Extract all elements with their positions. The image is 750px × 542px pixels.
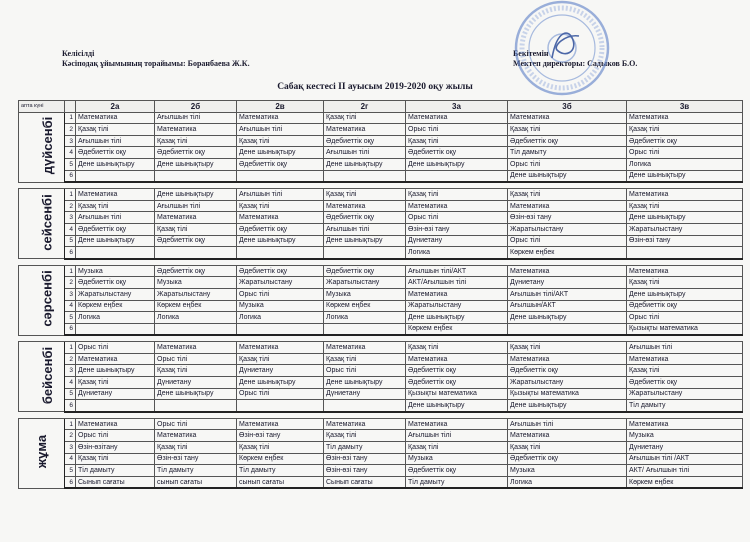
lesson-number: 1 — [65, 342, 76, 354]
lesson-cell: Дене шынықтыру — [508, 170, 627, 182]
lesson-cell: Математика — [155, 430, 237, 442]
lesson-cell: Математика — [76, 189, 155, 201]
lesson-cell: Тіл дамыту — [76, 465, 155, 477]
lesson-cell: Қазақ тілі — [627, 124, 743, 136]
lesson-cell: Әдебиеттік оқу — [237, 158, 324, 170]
lesson-cell: Қазақ тілі — [76, 377, 155, 389]
lesson-row — [19, 430, 743, 442]
lesson-cell: сынып сағаты — [155, 476, 237, 488]
col-header-2v: 2в — [237, 101, 324, 113]
lesson-cell: Математика — [324, 200, 406, 212]
lesson-cell: Әдебиеттік оқу — [324, 212, 406, 224]
lesson-cell: Ағылшын тілі — [76, 212, 155, 224]
lesson-cell: Қазақ тілі — [76, 453, 155, 465]
lesson-cell: Музыка — [324, 288, 406, 300]
lesson-cell — [324, 247, 406, 259]
lesson-number: 6 — [65, 247, 76, 259]
lesson-cell: Қазақ тілі — [155, 442, 237, 454]
lesson-cell: Қазақ тілі — [237, 135, 324, 147]
lesson-cell: Математика — [406, 112, 508, 124]
lesson-cell: Көркем еңбек — [406, 323, 508, 335]
day-name: сейсенбі — [39, 193, 55, 251]
lesson-cell: Жаратылыстану — [406, 300, 508, 312]
lesson-cell: Жаратылыстану — [627, 388, 743, 400]
lesson-number: 4 — [65, 300, 76, 312]
lesson-cell: Математика — [627, 418, 743, 430]
lesson-cell: Математика — [508, 430, 627, 442]
lesson-cell: Логика — [324, 312, 406, 324]
lesson-cell: Логика — [508, 476, 627, 488]
lesson-cell: Математика — [508, 112, 627, 124]
col-header-2g: 2г — [324, 101, 406, 113]
lesson-cell: Жаратылыстану — [237, 277, 324, 289]
lesson-cell: Әдебиеттік оқу — [627, 135, 743, 147]
lesson-row — [19, 400, 743, 412]
lesson-cell: Орыс тілі — [155, 353, 237, 365]
lesson-cell: Логика — [406, 247, 508, 259]
lesson-cell: Тіл дамыту — [324, 442, 406, 454]
lesson-number: 6 — [65, 170, 76, 182]
lesson-number: 3 — [65, 212, 76, 224]
col-header-2a: 2а — [76, 101, 155, 113]
lesson-row — [19, 288, 743, 300]
lesson-cell: Қызықты математика — [627, 323, 743, 335]
lesson-cell: Дене шынықтыру — [76, 365, 155, 377]
lesson-cell: Дене шынықтыру — [406, 312, 508, 324]
lesson-cell — [508, 323, 627, 335]
lesson-cell: Қазақ тілі — [406, 189, 508, 201]
lesson-cell — [76, 247, 155, 259]
lesson-row — [19, 277, 743, 289]
lesson-cell: Жаратылыстану — [324, 277, 406, 289]
lesson-cell: Әдебиеттік оқу — [627, 377, 743, 389]
lesson-row — [19, 465, 743, 477]
lesson-number: 1 — [65, 112, 76, 124]
lesson-cell: Дене шынықтыру — [237, 235, 324, 247]
lesson-cell: Орыс тілі — [237, 388, 324, 400]
lesson-row — [19, 476, 743, 488]
lesson-cell: Орыс тілі — [76, 430, 155, 442]
lesson-cell: Математика — [237, 342, 324, 354]
lesson-cell: Көркем еңбек — [324, 300, 406, 312]
lesson-cell: Қазақ тілі — [155, 365, 237, 377]
lesson-cell: Қазақ тілі — [627, 277, 743, 289]
lesson-cell: Орыс тілі — [508, 158, 627, 170]
lesson-cell — [324, 170, 406, 182]
day-name-cell — [19, 265, 65, 335]
lesson-cell: Математика — [324, 418, 406, 430]
lesson-cell: Дүниетану — [155, 377, 237, 389]
lesson-row — [19, 353, 743, 365]
lesson-cell: Ағылшын тілі/АКТ — [508, 288, 627, 300]
lesson-cell: Дене шынықтыру — [627, 170, 743, 182]
lesson-cell: Дүниетану — [76, 388, 155, 400]
lesson-cell: Музыка — [237, 300, 324, 312]
lesson-cell: Әдебиеттік оқу — [324, 265, 406, 277]
lesson-number: 6 — [65, 400, 76, 412]
lesson-cell: Тіл дамыту — [155, 465, 237, 477]
lesson-row — [19, 388, 743, 400]
lesson-cell: Тіл дамыту — [237, 465, 324, 477]
lesson-cell: Орыс тілі — [406, 124, 508, 136]
lesson-row — [19, 365, 743, 377]
col-header-3v: 3в — [627, 101, 743, 113]
lesson-cell: Әдебиеттік оқу — [627, 300, 743, 312]
lesson-cell: Өзін-өзітану — [76, 442, 155, 454]
schedule-table — [18, 100, 743, 489]
lesson-cell: Математика — [508, 200, 627, 212]
lesson-cell: Математика — [237, 112, 324, 124]
lesson-cell: Музыка — [508, 465, 627, 477]
lesson-cell: АКТ/ Ағылшын тілі — [627, 465, 743, 477]
lesson-number: 1 — [65, 265, 76, 277]
lesson-number: 2 — [65, 124, 76, 136]
header-row — [19, 101, 743, 113]
lesson-cell: Дене шынықтыру — [627, 212, 743, 224]
lesson-cell: Әдебиеттік оқу — [324, 135, 406, 147]
col-header-day: апта күні — [19, 101, 65, 113]
lesson-cell — [237, 400, 324, 412]
lesson-cell: Қазақ тілі — [237, 353, 324, 365]
lesson-cell: сынып сағаты — [237, 476, 324, 488]
lesson-cell: Математика — [406, 200, 508, 212]
lesson-cell: Әдебиеттік оқу — [406, 377, 508, 389]
lesson-cell: Математика — [324, 124, 406, 136]
lesson-number: 4 — [65, 223, 76, 235]
lesson-cell: Дүниетану — [324, 388, 406, 400]
lesson-cell: Ағылшын/АКТ — [508, 300, 627, 312]
lesson-row — [19, 189, 743, 201]
lesson-row — [19, 342, 743, 354]
lesson-cell: Дене шынықтыру — [324, 377, 406, 389]
lesson-cell — [155, 170, 237, 182]
lesson-cell: Математика — [155, 212, 237, 224]
lesson-cell: Ағылшын тілі — [155, 112, 237, 124]
lesson-cell: Әдебиеттік оқу — [155, 235, 237, 247]
lesson-cell: Математика — [406, 288, 508, 300]
approval-left — [62, 49, 250, 69]
lesson-cell — [76, 400, 155, 412]
lesson-cell: Логика — [237, 312, 324, 324]
lesson-cell: Математика — [155, 342, 237, 354]
lesson-cell: Орыс тілі — [324, 365, 406, 377]
lesson-cell: Ағылшын тілі — [237, 189, 324, 201]
lesson-cell: Дене шынықтыру — [237, 377, 324, 389]
lesson-cell: Жаратылыстану — [155, 288, 237, 300]
lesson-cell — [76, 323, 155, 335]
lesson-cell: Дене шынықтыру — [155, 388, 237, 400]
lesson-cell: Математика — [508, 265, 627, 277]
lesson-cell: Әдебиеттік оқу — [237, 265, 324, 277]
lesson-cell: Әдебиеттік оқу — [508, 365, 627, 377]
lesson-number: 5 — [65, 388, 76, 400]
lesson-row — [19, 170, 743, 182]
lesson-number: 5 — [65, 235, 76, 247]
lesson-row — [19, 112, 743, 124]
lesson-cell: Қазақ тілі — [324, 430, 406, 442]
lesson-number: 2 — [65, 200, 76, 212]
lesson-number: 3 — [65, 135, 76, 147]
lesson-cell: Математика — [237, 212, 324, 224]
lesson-row — [19, 312, 743, 324]
lesson-cell — [155, 323, 237, 335]
lesson-cell: Қазақ тілі — [508, 189, 627, 201]
lesson-row — [19, 200, 743, 212]
lesson-cell: Әдебиеттік оқу — [406, 465, 508, 477]
lesson-cell: Қызықты математика — [508, 388, 627, 400]
lesson-cell: Сынып сағаты — [324, 476, 406, 488]
lesson-number: 5 — [65, 465, 76, 477]
lesson-cell: Музыка — [76, 265, 155, 277]
lesson-cell: Әдебиеттік оқу — [508, 453, 627, 465]
lesson-row — [19, 453, 743, 465]
lesson-cell: Ағылшын тілі /АКТ — [627, 453, 743, 465]
schedule-body — [19, 112, 743, 488]
lesson-cell: Дүниетану — [508, 277, 627, 289]
lesson-cell: Өзін-өзі тану — [324, 465, 406, 477]
lesson-cell: Дене шынықтыру — [627, 288, 743, 300]
day-name-cell — [19, 418, 65, 488]
lesson-number: 3 — [65, 365, 76, 377]
lesson-number: 4 — [65, 377, 76, 389]
lesson-number: 1 — [65, 418, 76, 430]
col-header-num — [65, 101, 76, 113]
approve-label: Бекітемін — [513, 49, 549, 58]
lesson-cell — [155, 400, 237, 412]
lesson-cell: Әдебиеттік оқу — [406, 147, 508, 159]
lesson-cell: Өзін-өзі тану — [508, 212, 627, 224]
lesson-cell: Дене шынықтыру — [406, 400, 508, 412]
lesson-cell: Дене шынықтыру — [324, 158, 406, 170]
lesson-cell: Дене шынықтыру — [76, 235, 155, 247]
lesson-cell: Көркем еңбек — [508, 247, 627, 259]
lesson-cell: Қазақ тілі — [508, 124, 627, 136]
lesson-cell: Әдебиеттік оқу — [508, 135, 627, 147]
lesson-number: 5 — [65, 312, 76, 324]
lesson-cell: Өзін-өзі тану — [237, 430, 324, 442]
lesson-cell: Ағылшын тілі — [237, 124, 324, 136]
lesson-cell — [76, 170, 155, 182]
lesson-number: 6 — [65, 323, 76, 335]
lesson-cell — [406, 170, 508, 182]
lesson-cell: Математика — [406, 353, 508, 365]
lesson-cell: Әдебиеттік оқу — [76, 277, 155, 289]
lesson-cell: Орыс тілі — [627, 147, 743, 159]
lesson-number: 2 — [65, 353, 76, 365]
lesson-cell: Ағылшын тілі — [627, 342, 743, 354]
lesson-cell: Өзін-өзі тану — [406, 223, 508, 235]
lesson-cell: Қазақ тілі — [508, 442, 627, 454]
lesson-cell: АКТ/Ағылшын тілі — [406, 277, 508, 289]
lesson-cell: Логика — [76, 312, 155, 324]
lesson-number: 6 — [65, 476, 76, 488]
lesson-cell: Әдебиеттік оқу — [155, 265, 237, 277]
lesson-cell: Орыс тілі — [237, 288, 324, 300]
day-name: жұма — [34, 435, 49, 469]
lesson-cell: Жаратылыстану — [508, 377, 627, 389]
lesson-cell: Жаратылыстану — [627, 223, 743, 235]
lesson-cell: Ағылшын тілі — [324, 223, 406, 235]
lesson-cell: Ағылшын тілі — [324, 147, 406, 159]
lesson-cell: Математика — [76, 353, 155, 365]
lesson-cell: Сынып сағаты — [76, 476, 155, 488]
lesson-row — [19, 158, 743, 170]
lesson-cell — [237, 323, 324, 335]
lesson-cell: Логика — [155, 312, 237, 324]
lesson-cell: Математика — [155, 124, 237, 136]
col-header-3a: 3а — [406, 101, 508, 113]
lesson-number: 4 — [65, 453, 76, 465]
agreed-label: Келісілді — [62, 49, 95, 58]
lesson-cell: Ағылшын тілі — [76, 135, 155, 147]
day-name-cell — [19, 189, 65, 259]
lesson-row — [19, 442, 743, 454]
lesson-cell: Математика — [237, 418, 324, 430]
lesson-cell — [324, 323, 406, 335]
lesson-cell: Әдебиеттік оқу — [237, 223, 324, 235]
lesson-cell: Өзін-өзі тану — [155, 453, 237, 465]
lesson-cell: Өзін-өзі тану — [324, 453, 406, 465]
lesson-number: 2 — [65, 277, 76, 289]
lesson-number: 2 — [65, 430, 76, 442]
col-header-2b: 2б — [155, 101, 237, 113]
lesson-number: 3 — [65, 288, 76, 300]
lesson-cell: Тіл дамыту — [508, 147, 627, 159]
day-name: дүйсенбі — [40, 116, 56, 175]
lesson-cell: Қазақ тілі — [155, 135, 237, 147]
lesson-cell: Музыка — [627, 430, 743, 442]
lesson-cell: Әдебиеттік оқу — [406, 365, 508, 377]
lesson-cell: Дене шынықтыру — [508, 400, 627, 412]
lesson-cell: Тіл дамыту — [406, 476, 508, 488]
lesson-cell: Дене шынықтыру — [155, 158, 237, 170]
lesson-cell: Қазақ тілі — [324, 112, 406, 124]
lesson-cell: Дүниетану — [406, 235, 508, 247]
lesson-cell: Дене шынықтыру — [237, 147, 324, 159]
lesson-cell: Қазақ тілі — [406, 342, 508, 354]
lesson-cell: Математика — [627, 353, 743, 365]
day-name: бейсенбі — [40, 346, 56, 404]
lesson-cell: Әдебиеттік оқу — [155, 147, 237, 159]
lesson-cell: Көркем еңбек — [76, 300, 155, 312]
lesson-cell: Дүниетану — [627, 442, 743, 454]
lesson-cell: Ағылшын тілі — [155, 200, 237, 212]
lesson-number: 5 — [65, 158, 76, 170]
lesson-cell: Орыс тілі — [508, 235, 627, 247]
lesson-cell: Математика — [627, 112, 743, 124]
lesson-cell: Қазақ тілі — [627, 365, 743, 377]
document-title: Сабақ кестесі ІІ ауысым 2019-2020 оқу жылы — [277, 82, 473, 92]
lesson-number: 1 — [65, 189, 76, 201]
lesson-cell: Қазақ тілі — [76, 124, 155, 136]
lesson-cell: Қазақ тілі — [237, 200, 324, 212]
lesson-cell — [155, 247, 237, 259]
lesson-cell: Ағылшын тілі — [406, 430, 508, 442]
lesson-cell: Математика — [324, 342, 406, 354]
lesson-cell: Математика — [406, 418, 508, 430]
lesson-cell: Қазақ тілі — [237, 442, 324, 454]
lesson-cell: Қазақ тілі — [508, 342, 627, 354]
col-header-3b: 3б — [508, 101, 627, 113]
lesson-cell — [237, 170, 324, 182]
lesson-cell: Орыс тілі — [155, 418, 237, 430]
lesson-row — [19, 323, 743, 335]
lesson-cell: Математика — [508, 353, 627, 365]
lesson-cell — [324, 400, 406, 412]
lesson-cell: Дене шынықтыру — [508, 312, 627, 324]
lesson-row — [19, 223, 743, 235]
lesson-row — [19, 124, 743, 136]
lesson-cell: Қызықты математика — [406, 388, 508, 400]
lesson-cell: Көркем еңбек — [627, 476, 743, 488]
lesson-row — [19, 212, 743, 224]
lesson-cell: Жаратылыстану — [76, 288, 155, 300]
lesson-row — [19, 300, 743, 312]
lesson-cell: Әдебиеттік оқу — [76, 147, 155, 159]
lesson-cell: Көркем еңбек — [155, 300, 237, 312]
lesson-cell: Тіл дамыту — [627, 400, 743, 412]
day-name-cell — [19, 112, 65, 182]
lesson-cell: Математика — [76, 112, 155, 124]
lesson-cell: Қазақ тілі — [155, 223, 237, 235]
lesson-cell: Қазақ тілі — [76, 200, 155, 212]
lesson-cell: Математика — [627, 265, 743, 277]
lesson-row — [19, 135, 743, 147]
lesson-cell: Дүниетану — [237, 365, 324, 377]
union-chair: Кәсіподақ ұйымының торайымы: Боранбаева Ж.К. — [62, 59, 250, 68]
day-name: сәрсенбі — [39, 270, 55, 327]
lesson-cell: Ағылшын тілі/АКТ — [406, 265, 508, 277]
lesson-cell: Өзін-өзі тану — [627, 235, 743, 247]
lesson-cell: Орыс тілі — [76, 342, 155, 354]
lesson-cell: Орыс тілі — [406, 212, 508, 224]
lesson-cell — [627, 247, 743, 259]
lesson-cell: Математика — [76, 418, 155, 430]
lesson-cell: Ағылшын тілі — [508, 418, 627, 430]
lesson-cell: Математика — [627, 189, 743, 201]
lesson-cell: Жаратылыстану — [508, 223, 627, 235]
lesson-cell: Қазақ тілі — [406, 135, 508, 147]
lesson-cell: Әдебиеттік оқу — [76, 223, 155, 235]
day-name-cell — [19, 342, 65, 412]
lesson-cell: Дене шынықтыру — [406, 158, 508, 170]
lesson-cell: Орыс тілі — [627, 312, 743, 324]
lesson-cell: Қазақ тілі — [627, 200, 743, 212]
lesson-cell: Музыка — [155, 277, 237, 289]
lesson-cell: Қазақ тілі — [406, 442, 508, 454]
lesson-row — [19, 235, 743, 247]
lesson-cell — [237, 247, 324, 259]
lesson-cell: Қазақ тілі — [324, 353, 406, 365]
lesson-row — [19, 147, 743, 159]
lesson-cell: Көркем еңбек — [237, 453, 324, 465]
lesson-row — [19, 418, 743, 430]
lesson-cell: Дене шынықтыру — [324, 235, 406, 247]
lesson-number: 3 — [65, 442, 76, 454]
lesson-cell: Қазақ тілі — [324, 189, 406, 201]
lesson-cell: Дене шынықтыру — [76, 158, 155, 170]
lesson-row — [19, 377, 743, 389]
school-director: Мектеп директоры: Садыков Б.О. — [513, 59, 638, 68]
lesson-cell: Музыка — [406, 453, 508, 465]
lesson-row — [19, 265, 743, 277]
lesson-number: 4 — [65, 147, 76, 159]
lesson-cell: Дене шынықтыру — [155, 189, 237, 201]
lesson-cell: Логика — [627, 158, 743, 170]
lesson-row — [19, 247, 743, 259]
